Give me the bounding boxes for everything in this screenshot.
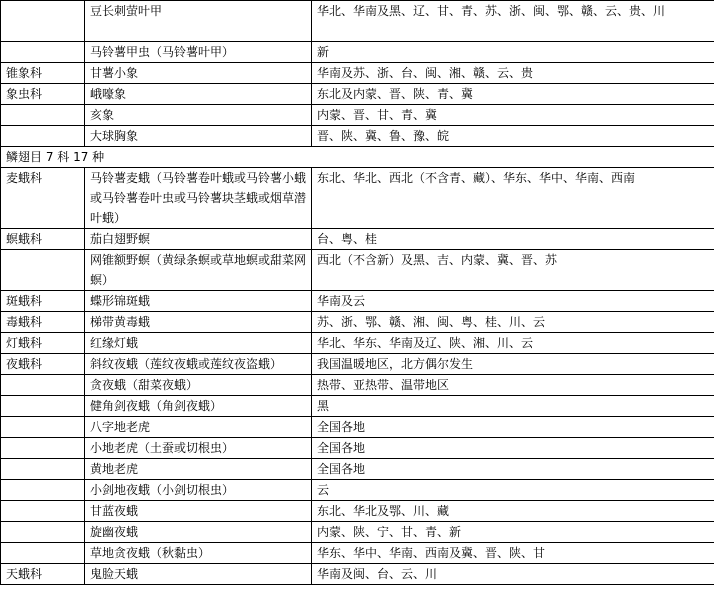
family-cell [1, 105, 85, 126]
family-cell [1, 438, 85, 459]
distribution-cell: 苏、浙、鄂、赣、湘、闽、粤、桂、川、云 [312, 312, 714, 333]
distribution-cell: 全国各地 [312, 438, 714, 459]
distribution-cell: 东北、华北、西北（不含青、藏）、华东、华中、华南、西南 [312, 168, 714, 229]
species-cell: 马铃薯麦蛾（马铃薯卷叶蛾或马铃薯小蛾或马铃薯卷叶虫或马铃薯块茎蛾或烟草潜叶蛾） [85, 168, 312, 229]
family-cell [1, 1, 85, 42]
section-heading: 鳞翅目 7 科 17 种 [1, 147, 714, 168]
distribution-cell: 华南及闽、台、云、川 [312, 564, 714, 585]
distribution-cell: 华东、华中、华南、西南及冀、晋、陕、甘 [312, 543, 714, 564]
family-cell: 锥象科 [1, 63, 85, 84]
species-cell: 大球胸象 [85, 126, 312, 147]
distribution-cell: 华北、华南及黑、辽、甘、青、苏、浙、闽、鄂、赣、云、贵、川 [312, 1, 714, 42]
family-cell [1, 396, 85, 417]
table-row [1, 312, 714, 333]
family-cell: 螟蛾科 [1, 229, 85, 250]
distribution-cell: 内蒙、陕、宁、甘、青、新 [312, 522, 714, 543]
species-cell: 峨嚎象 [85, 84, 312, 105]
table-row [1, 354, 714, 375]
table-row [1, 1, 714, 42]
family-cell [1, 501, 85, 522]
distribution-cell: 东北及内蒙、晋、陕、青、冀 [312, 84, 714, 105]
family-cell [1, 417, 85, 438]
species-cell: 亥象 [85, 105, 312, 126]
family-cell [1, 522, 85, 543]
table-row [1, 375, 714, 396]
distribution-cell: 晋、陕、冀、鲁、豫、皖 [312, 126, 714, 147]
table-row [1, 168, 714, 229]
section-row [1, 147, 714, 168]
table-row [1, 250, 714, 291]
table-row [1, 126, 714, 147]
species-cell: 草地贪夜蛾（秋黏虫） [85, 543, 312, 564]
species-cell: 甘薯小象 [85, 63, 312, 84]
table-row [1, 543, 714, 564]
table-row [1, 291, 714, 312]
family-cell: 麦蛾科 [1, 168, 85, 229]
family-cell: 天蛾科 [1, 564, 85, 585]
distribution-cell: 热带、亚热带、温带地区 [312, 375, 714, 396]
distribution-cell: 我国温暖地区，北方偶尔发生 [312, 354, 714, 375]
species-cell: 鬼脸天蛾 [85, 564, 312, 585]
family-cell [1, 459, 85, 480]
table-row [1, 42, 714, 63]
table-row [1, 333, 714, 354]
table-row [1, 438, 714, 459]
distribution-cell: 黑 [312, 396, 714, 417]
distribution-cell: 全国各地 [312, 417, 714, 438]
species-cell: 蝶形锦斑蛾 [85, 291, 312, 312]
distribution-cell: 华北、华东、华南及辽、陕、湘、川、云 [312, 333, 714, 354]
distribution-cell: 西北（不含新）及黑、吉、内蒙、冀、晋、苏 [312, 250, 714, 291]
distribution-cell: 新 [312, 42, 714, 63]
distribution-cell: 华南及云 [312, 291, 714, 312]
species-cell: 豆长刺萤叶甲 [85, 1, 312, 42]
species-cell: 八字地老虎 [85, 417, 312, 438]
table-row [1, 229, 714, 250]
species-cell: 红缘灯蛾 [85, 333, 312, 354]
table-row [1, 105, 714, 126]
family-cell: 斑蛾科 [1, 291, 85, 312]
family-cell [1, 126, 85, 147]
family-cell [1, 375, 85, 396]
distribution-cell: 全国各地 [312, 459, 714, 480]
distribution-cell: 台、粤、桂 [312, 229, 714, 250]
family-cell: 灯蛾科 [1, 333, 85, 354]
species-cell: 小剑地夜蛾（小剑切根虫） [85, 480, 312, 501]
table-row [1, 84, 714, 105]
family-cell [1, 480, 85, 501]
species-cell: 茄白翅野螟 [85, 229, 312, 250]
distribution-cell: 东北、华北及鄂、川、藏 [312, 501, 714, 522]
species-cell: 贪夜蛾（甜菜夜蛾） [85, 375, 312, 396]
distribution-cell: 云 [312, 480, 714, 501]
species-cell: 小地老虎（土蚕或切根虫） [85, 438, 312, 459]
family-cell: 象虫科 [1, 84, 85, 105]
species-cell: 马铃薯甲虫（马铃薯叶甲） [85, 42, 312, 63]
table-row [1, 564, 714, 585]
family-cell [1, 250, 85, 291]
species-cell: 梯带黄毒蛾 [85, 312, 312, 333]
family-cell: 夜蛾科 [1, 354, 85, 375]
table-row [1, 396, 714, 417]
table-row [1, 417, 714, 438]
species-cell: 甘蓝夜蛾 [85, 501, 312, 522]
distribution-cell: 内蒙、晋、甘、青、冀 [312, 105, 714, 126]
species-cell: 黄地老虎 [85, 459, 312, 480]
table-row [1, 459, 714, 480]
table-row [1, 63, 714, 84]
species-cell: 斜纹夜蛾（莲纹夜蛾或莲纹夜盗蛾） [85, 354, 312, 375]
table-row [1, 501, 714, 522]
distribution-cell: 华南及苏、浙、台、闽、湘、赣、云、贵 [312, 63, 714, 84]
species-cell: 旋幽夜蛾 [85, 522, 312, 543]
table-row [1, 480, 714, 501]
table-row [1, 522, 714, 543]
species-cell: 网锥额野螟（黄绿条螟或草地螟或甜菜网螟） [85, 250, 312, 291]
family-cell [1, 42, 85, 63]
family-cell: 毒蛾科 [1, 312, 85, 333]
family-cell [1, 543, 85, 564]
species-cell: 健角剑夜蛾（角剑夜蛾） [85, 396, 312, 417]
